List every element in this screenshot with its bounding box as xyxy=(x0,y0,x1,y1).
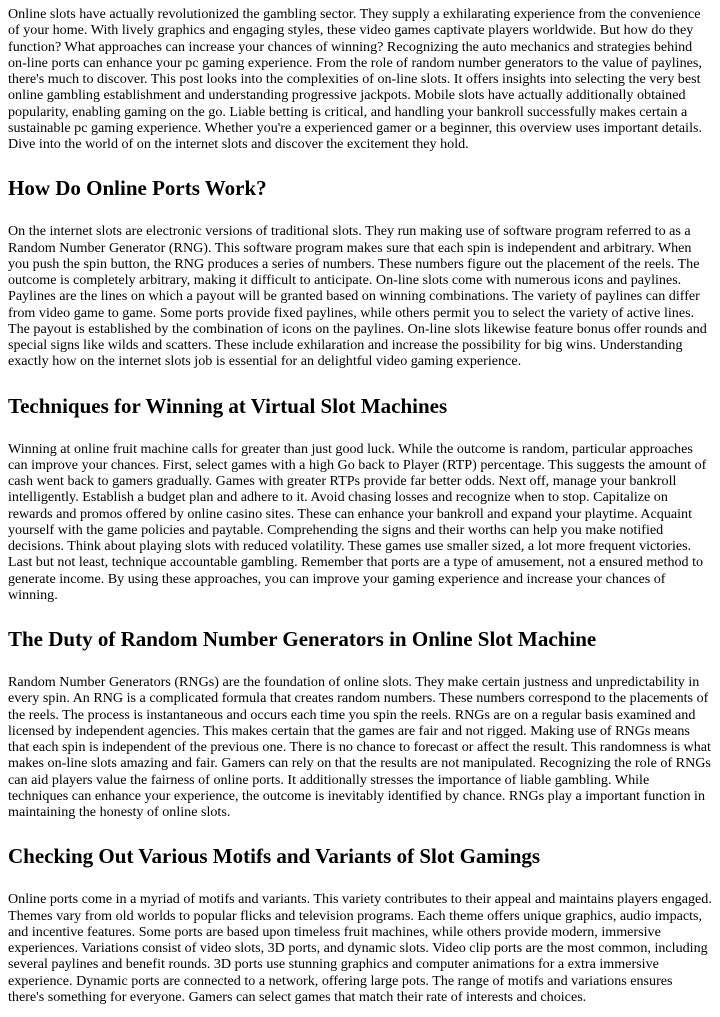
section-body-how-slots-work: On the internet slots are electronic versions of traditional slots. They run making use of software program referred to as a Random Number Generator (RNG). This software program makes sure that each spin is independent and arbitrary. When you push the spin button, the RNG produces a series of numbers. These numbers figure out the placement of the reels. The outcome is completely arbitrary, making it difficult to anticipate. On-line slots come with numerous icons and paylines. Paylines are the lines on which a payout will be granted based on winning combinations. The variety of paylines can differ from video game to game. Some ports provide fixed paylines, while others permit you to select the variety of active lines. The payout is established by the combination of icons on the paylines. On-line slots likewise feature bonus offer rounds and special signs like wilds and scatters. These include exhilaration and increase the possibility for big wins. Understanding exactly how on the internet slots job is essential for an delightful video gaming experience. xyxy=(8,223,707,370)
section-heading-themes-variants: Checking Out Various Motifs and Variants of Slot Gamings xyxy=(8,844,541,869)
section-body-winning-techniques: Winning at online fruit machine calls for greater than just good luck. While the outcome is random, particular approaches can improve your chances. First, select games with a high Go back to Player (RTP) percentage. This suggests the amount of cash went back to gamers gradually. Games with greater RTPs provide far better odds. Next off, manage your bankroll intelligently. Establish a budget plan and adhere to it. Avoid chasing losses and recognize when to stop. Capitalize on rewards and promos offered by online casino sites. These can enhance your bankroll and expand your playtime. Acquaint yourself with the game policies and paytable. Comprehending the signs and their worths can help you make notified decisions. Think about playing slots with reduced volatility. These games use smaller sized, a lot more frequent victories. Last but not least, technique accountable gambling. Remember that ports are a type of amusement, not a ensured method to generate income. By using these approaches, you can improve your gaming experience and increase your chances of winning. xyxy=(8,440,707,603)
section-heading-rng-role: The Duty of Random Number Generators in Online Slot Machine xyxy=(8,627,597,651)
section-heading-how-slots-work: How Do Online Ports Work? xyxy=(8,176,267,201)
section-body-rng-role: Random Number Generators (RNGs) are the foundation of online slots. They make certain justness and unpredictability in every spin. An RNG is a complicated formula that creates random numbers. These numbers correspond to the placements of the reels. The process is instantaneous and occurs each time you spin the reels. RNGs are on a regular basis examined and licensed by independent agencies. This makes certain that the games are fair and not rigged. Making use of RNGs means that each spin is independent of the previous one. There is no chance to forecast or affect the result. This randomness is what makes on-line slots amazing and fair. Gamers can rely on that the results are not manipulated. Recognizing the role of RNGs can aid players value the fairness of online ports. It additionally stresses the importance of liable gambling. While techniques can enhance your experience, the outcome is inevitably identified by chance. RNGs play a important function in maintaining the honesty of online slots. xyxy=(8,674,711,820)
section-body-themes-variants: Online ports come in a myriad of motifs and variants. This variety contributes to their appeal and maintains players engaged. Themes vary from old worlds to popular flicks and television programs. Each theme offers unique graphics, audio impacts, and incentive features. Some ports are based upon timeless fruit machines, while others provide modern, immersive experiences. Variations consist of video slots, 3D ports, and dynamic slots. Video clip ports are the most common, including several paylines and benefit rounds. 3D ports use stunning graphics and computer animations for a extra immersive experience. Dynamic ports are connected to a network, offering large pots. The range of motifs and variations ensures there's something for everyone. Gamers can select games that match their rate of interests and choices. xyxy=(8,891,712,1005)
section-heading-winning-techniques: Techniques for Winning at Virtual Slot Machines xyxy=(8,393,448,418)
intro-paragraph: Online slots have actually revolutionized the gambling sector. They supply a exhilarating experience from the convenience of your home. With lively graphics and engaging styles, these video games captivate players worldwide. But how do they function? What approaches can increase your chances of winning? Recognizing the auto mechanics and strategies behind on-line ports can enhance your pc gaming experience. From the role of random number generators to the value of paylines, there's much to discover. This post looks into the complexities of on-line slots. It offers insights into selecting the very best online gambling establishment and understanding progressive jackpots. Mobile slots have actually additionally obtained popularity, enabling gaming on the go. Liable betting is critical, and handling your bankroll successfully makes certain a sustainable pc gaming experience. Whether you're a experienced gamer or a beginner, this overview uses important details. Dive into the world of on the internet slots and discover the excitement they hold. xyxy=(8,6,703,152)
